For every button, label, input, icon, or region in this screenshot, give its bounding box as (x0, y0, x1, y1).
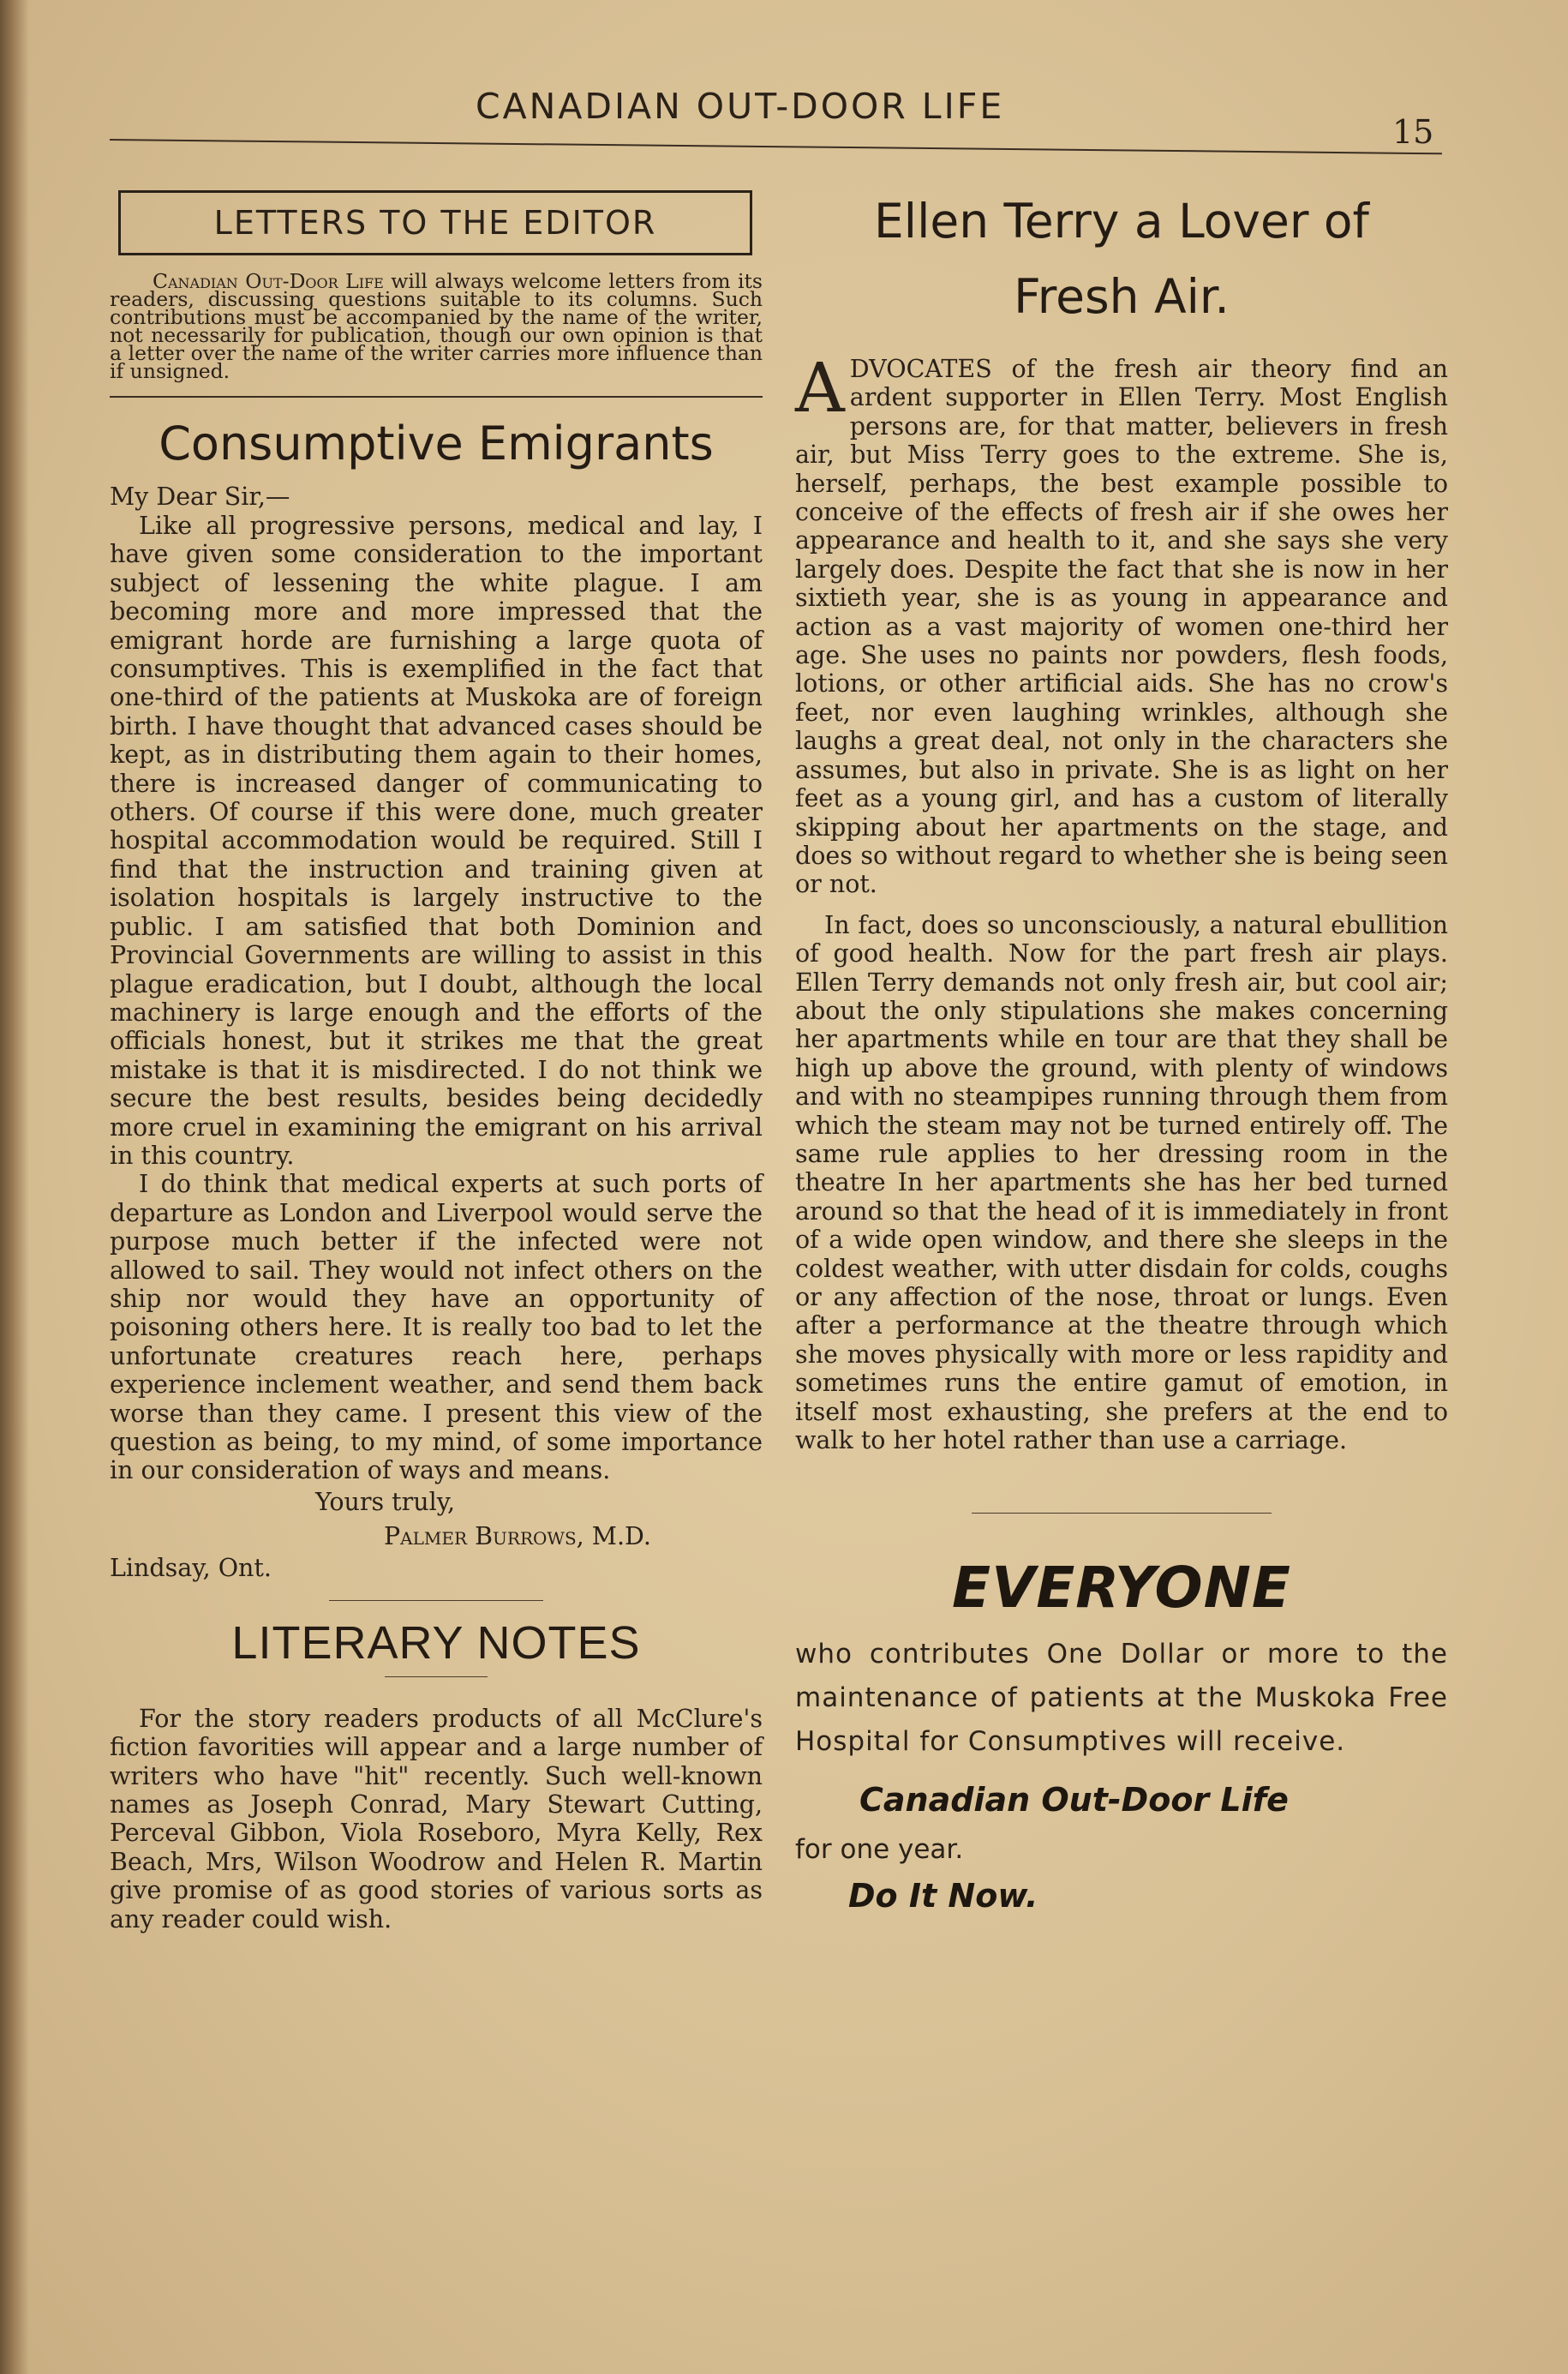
ellen-terry-title-line-2: Fresh Air. (1014, 269, 1230, 324)
letters-intro (110, 269, 763, 383)
intro-publication-name: Canadian Out-Door Life (153, 269, 384, 293)
consumptive-emigrants-title: Consumptive Emigrants (159, 417, 714, 471)
letters-to-editor-title: LETTERS TO THE EDITOR (213, 204, 657, 242)
page-binding-shadow (0, 0, 29, 2374)
letter-salutation: My Dear Sir,— (110, 483, 290, 511)
section-divider (110, 396, 763, 398)
ellen-terry-paragraph-1 (795, 348, 1448, 899)
right-column (795, 180, 1448, 1915)
ad-publication-name: Canadian Out-Door Life (859, 1781, 1289, 1819)
ad-body-text: who contributes One Dollar or more to the maintenance of patients at the Muskoka Free Hospital for Consumptives will receive. (795, 1639, 1448, 1758)
intro-text: will always welcome letters from its readers, discussing questions suitable to its columns. Such contributions must be accompanied by the name of the writer, not necessarily for publication, though our own opinion is that a letter over the name of the writer carries more influence than if unsigned. (110, 269, 763, 383)
left-column (110, 190, 763, 1933)
letter-signature: Palmer Burrows, M.D. (384, 1521, 651, 1550)
letter-closing: Yours truly, (315, 1487, 456, 1516)
literary-notes-text: For the story readers products of all McClure's fiction favorities will appear and a large number of writers who have "hit" recently. Such well-known names as Joseph Conrad, Mary Stewart Cutting, Perceval Gibbon, Viola Roseboro, Myra Kelly, Rex Beach, Mrs, Wilson Woodrow and Helen R. Martin give promise of as good stories of various sorts as any reader could wish. (110, 1704, 763, 1933)
letter-paragraph-1: Like all progressive persons, medical and lay, I have given some consideration to the important subject of lessening the white plague. I am becoming more and more impressed that the emigrant horde are furnishing a large quota of consumptives. This is exemplified in the fact that one-third of the patients at Muskoka are of foreign birth. I have thought that advanced cases should be kept, as in distributing them again to their homes, there is increased danger of communicating to others. Of course if this were done, much greater hospital accommodation would be required. Still I find that the instruction and training given at isolation hospitals is largely instructive to the public. I am satisfied that both Dominion and Provincial Governments are willing to assist in this plague eradication, but I doubt, although the local machinery is large enough and the efforts of the officials honest, but it strikes me that the great mistake is that it is misdirected. I do not think we secure the best results, besides being decidedly more cruel in examining the emigrant on his arrival in this country. (110, 512, 763, 1170)
literary-notes-title: LITERARY NOTES (231, 1616, 641, 1669)
literary-notes-underline (385, 1676, 488, 1677)
ad-call-to-action: Do It Now. (848, 1877, 1038, 1915)
letter-location: Lindsay, Ont. (110, 1553, 272, 1582)
header-rule (110, 139, 1442, 154)
ad-subscription-term: for one year. (795, 1834, 964, 1866)
literary-notes-divider (329, 1600, 543, 1601)
ellen-terry-title-line-1: Ellen Terry a Lover of (874, 194, 1369, 249)
letters-to-editor-box (118, 190, 752, 255)
ellen-terry-paragraph-2: In fact, does so unconsciously, a natural ebullition of good health. Now for the part fresh air plays. Ellen Terry demands not only fresh air, but cool air; about the only stipulations she makes concerning her apartments while en tour are that they shall be high up above the ground, with plenty of windows and with no steampipes running through them from which the steam may not be turned entirely off. The same rule applies to her dressing room in the theatre In her apartments she has her bed turned around so that the head of it is immediately in front of a wide open window, and there she sleeps in the coldest weather, with utter disdain for colds, coughs or any affection of the nose, throat or lungs. Even after a performance at the theatre through which she moves physically with more or less rapidity and sometimes runs the entire gamut of emotion, in itself most exhausting, she prefers at the end to walk to her hotel rather than use a carriage. (795, 910, 1448, 1455)
advertisement-divider (972, 1513, 1272, 1514)
letter-paragraph-2: I do think that medical experts at such ports of departure as London and Liverpool would serve the purpose much better if the infected were not allowed to sail. They would not infect others on the ship nor would they have an opportunity of poisoning others here. It is really too bad to let the unfortunate creatures reach here, perhaps experience inclement weather, and send them back worse than they came. I present this view of the question as being, to my mind, of some importance in our consideration of ways and means. (110, 1170, 763, 1485)
drop-cap-letter: A (795, 348, 845, 428)
ad-headline: EVERYONE (952, 1555, 1291, 1622)
page-number: 15 (1392, 113, 1434, 151)
ellen-terry-paragraph-1-text: DVOCATES of the fresh air theory find an ardent supporter in Ellen Terry. Most English persons are, for that matter, believers in fresh air, but Miss Terry goes to the extreme. She is, herself, perhaps, the best example possible to conceive of the effects of fresh air if she owes her appearance and health to it, and she says she very largely does. Despite the fact that she is now in her sixtieth year, she is as young in appearance and action as a vast majority of women one-third her age. She uses no paints nor powders, flesh foods, lotions, or other artificial aids. She has no crow's feet, nor even laughing wrinkles, although she laughs a great deal, not only in the characters she assumes, but also in private. She is as light on her feet as a young girl, and has a custom of literally skipping about her apartments on the stage, and does so without regard to whether she is being seen or not. (795, 355, 1448, 899)
running-header-title: CANADIAN OUT-DOOR LIFE (476, 86, 1005, 127)
